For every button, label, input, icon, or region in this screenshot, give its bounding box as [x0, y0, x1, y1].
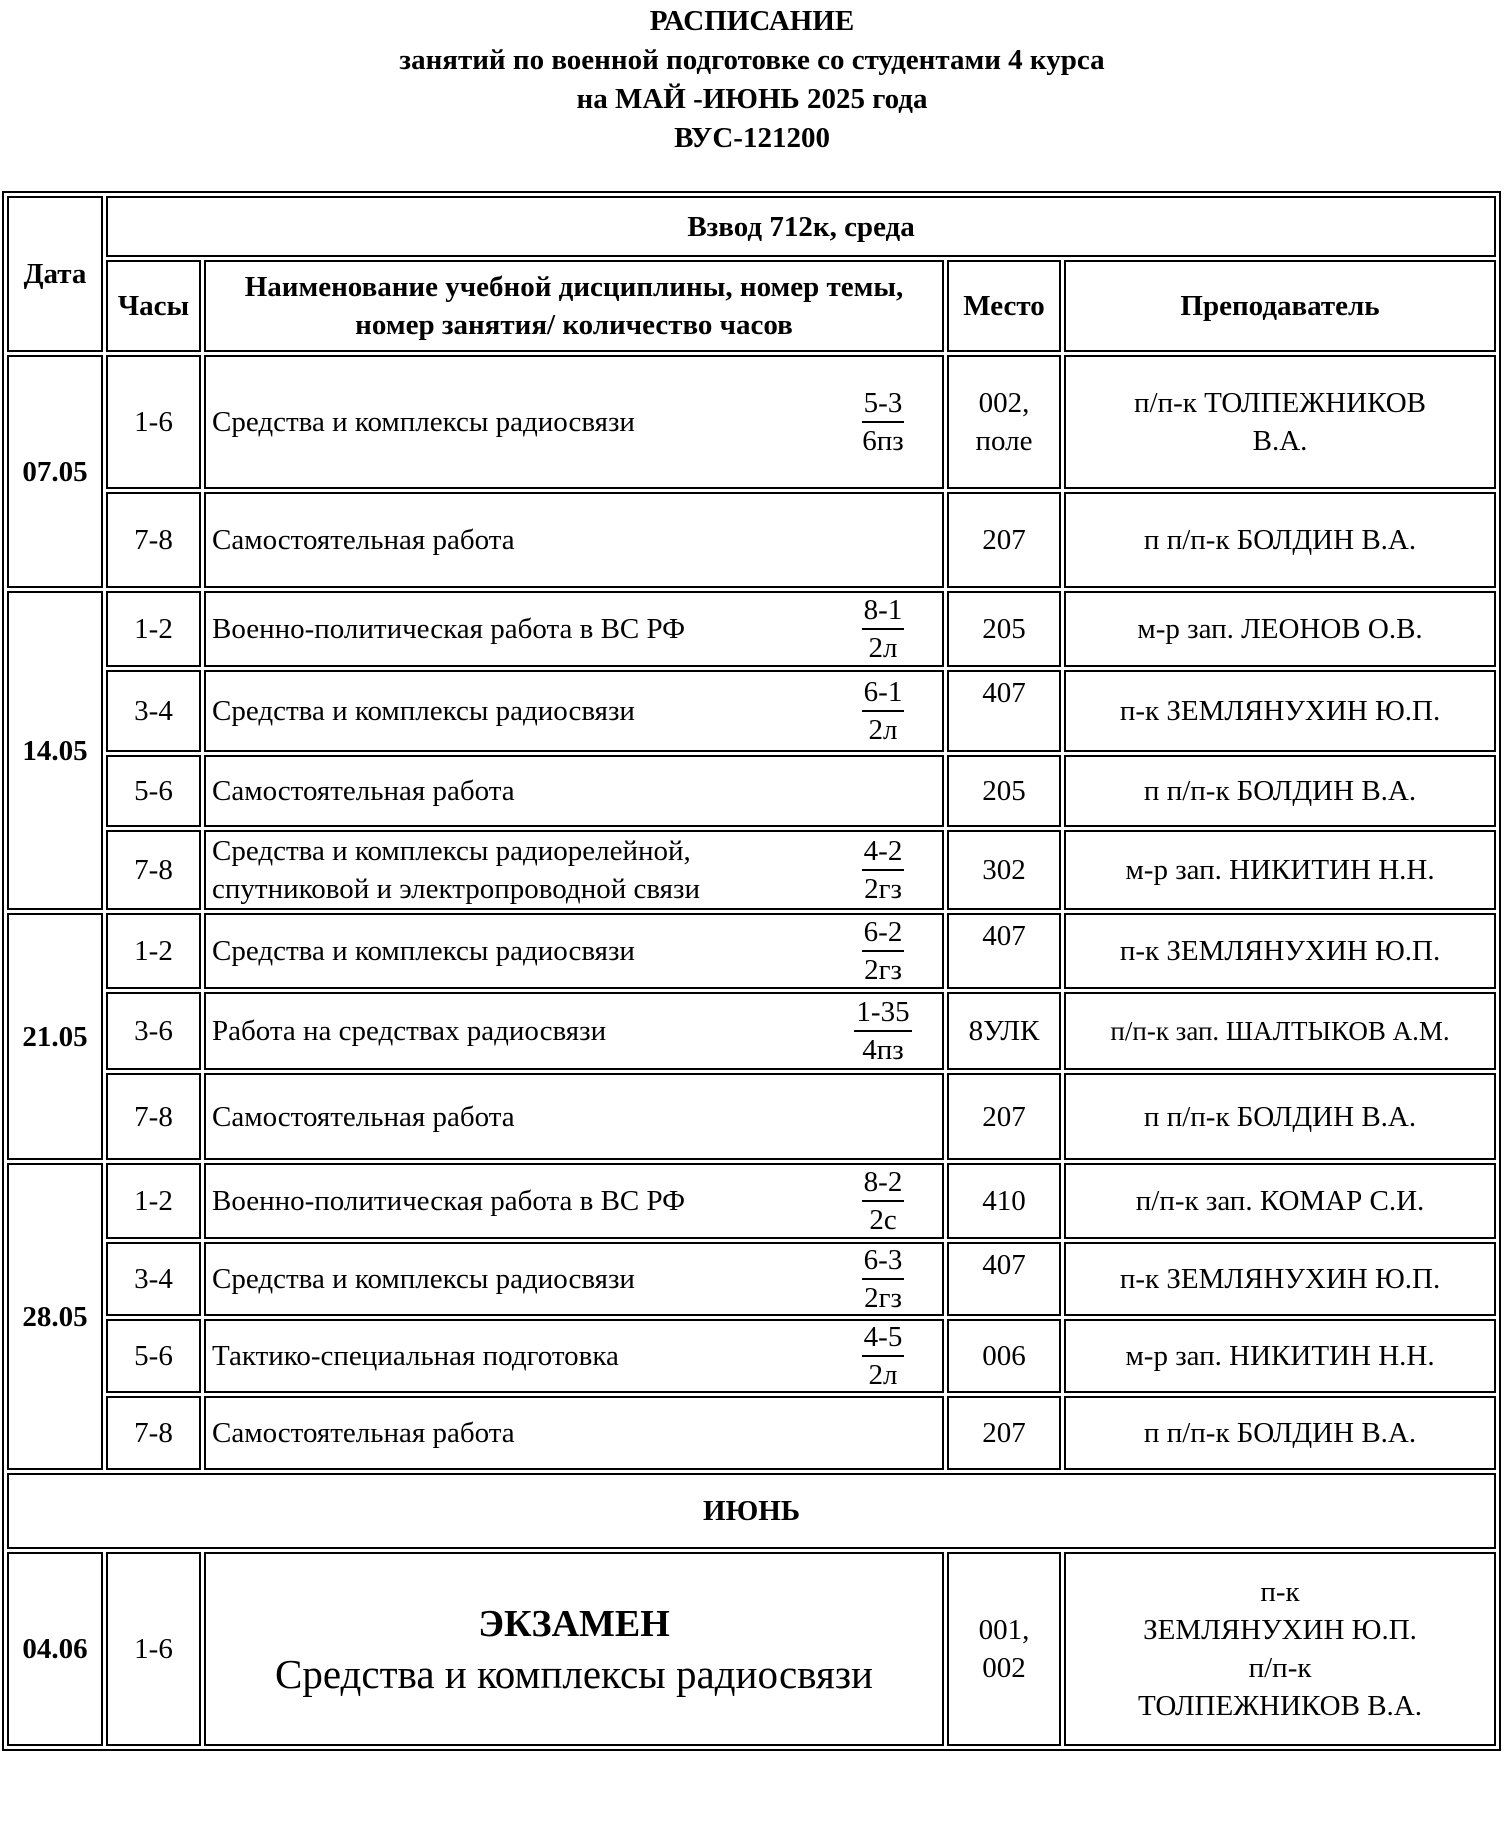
header-teacher: Преподаватель	[1064, 260, 1496, 352]
exam-date: 04.06	[7, 1552, 103, 1746]
schedule-row	[7, 992, 1496, 1070]
exam-title: ЭКЗАМЕН	[478, 1603, 670, 1645]
teacher-cell: п п/п-к БОЛДИН В.А.	[1064, 755, 1496, 827]
hours-count: 2л	[868, 1359, 898, 1391]
topic-number: 5-3	[862, 385, 905, 423]
subject-name: Средства и комплексы радиосвязи	[212, 695, 635, 727]
subject-name: Военно-политическая работа в ВС РФ	[212, 1185, 686, 1217]
teacher-cell: п-к ЗЕМЛЯНУХИН Ю.П.	[1064, 670, 1496, 752]
topic-number: 4-2	[862, 833, 905, 871]
schedule-row	[7, 1242, 1496, 1316]
month-row	[7, 1473, 1496, 1549]
place-cell: 002, поле	[947, 355, 1061, 489]
topic-number: 6-1	[862, 674, 905, 712]
exam-teacher-line-4: ТОЛПЕЖНИКОВ В.А.	[1138, 1690, 1422, 1722]
teacher-cell: п п/п-к БОЛДИН В.А.	[1064, 492, 1496, 588]
hours-cell: 1-2	[106, 591, 201, 667]
subject-name: Средства и комплексы радиосвязи	[212, 1263, 635, 1295]
header-date: Дата	[7, 196, 103, 352]
schedule-body	[7, 196, 1496, 1746]
title-line-2: занятий по военной подготовке со студентами 4 курса	[399, 44, 1105, 76]
schedule-row	[7, 591, 1496, 667]
topic-number: 6-3	[862, 1242, 905, 1280]
teacher-cell: п/п-к ТОЛПЕЖНИКОВ В.А.	[1064, 355, 1496, 489]
subject-cell	[204, 1163, 944, 1239]
subject-cell	[204, 1396, 944, 1470]
place-cell: 207	[947, 1073, 1061, 1160]
exam-hours: 1-6	[106, 1552, 201, 1746]
place-cell: 205	[947, 755, 1061, 827]
topic-fraction	[823, 832, 942, 908]
hours-cell: 7-8	[106, 1073, 201, 1160]
topic-number: 8-2	[862, 1164, 905, 1202]
schedule-row	[7, 913, 1496, 989]
hours-count: 4пз	[862, 1034, 904, 1066]
subject-cell	[204, 1073, 944, 1160]
place-cell: 207	[947, 1396, 1061, 1470]
title-line-4: ВУС-121200	[674, 122, 830, 154]
exam-teacher-line-1: п-к	[1260, 1576, 1300, 1608]
place-cell: 207	[947, 492, 1061, 588]
teacher-cell: п п/п-к БОЛДИН В.А.	[1064, 1396, 1496, 1470]
subject-name: Военно-политическая работа в ВС РФ	[212, 613, 686, 645]
teacher-cell: п п/п-к БОЛДИН В.А.	[1064, 1073, 1496, 1160]
teacher-cell: п/п-к зап. КОМАР С.И.	[1064, 1163, 1496, 1239]
schedule-table	[2, 191, 1501, 1751]
hours-count: 2с	[869, 1204, 897, 1236]
topic-fraction	[823, 1244, 942, 1314]
hours-cell: 3-4	[106, 1242, 201, 1316]
hours-count: 6пз	[862, 425, 904, 457]
teacher-cell: п-к ЗЕМЛЯНУХИН Ю.П.	[1064, 1242, 1496, 1316]
subject-name: Работа на средствах радиосвязи	[212, 1015, 607, 1047]
topic-number: 1-35	[854, 994, 911, 1032]
place-cell: 302	[947, 830, 1061, 910]
hours-cell: 3-4	[106, 670, 201, 752]
place-cell: 407	[947, 670, 1061, 752]
header-place: Место	[947, 260, 1061, 352]
topic-number: 6-2	[862, 914, 905, 952]
hours-count: 2л	[868, 632, 898, 664]
subject-name: Самостоятельная работа	[212, 1417, 515, 1449]
subject-cell	[204, 992, 944, 1070]
subject-name: Средства и комплексы радиосвязи	[212, 406, 635, 438]
schedule-row	[7, 755, 1496, 827]
subject-cell	[204, 591, 944, 667]
schedule-row	[7, 1396, 1496, 1470]
topic-fraction	[823, 915, 942, 987]
subject-name: Средства и комплексы радиорелейной, спутниковой и электропроводной связи	[212, 835, 700, 905]
hours-cell: 5-6	[106, 1319, 201, 1393]
date-cell: 07.05	[7, 355, 103, 588]
date-cell: 21.05	[7, 913, 103, 1160]
subject-name: Самостоятельная работа	[212, 775, 515, 807]
subject-name: Тактико-специальная подготовка	[212, 1340, 619, 1372]
exam-teachers	[1064, 1552, 1496, 1746]
hours-count: 2л	[868, 714, 898, 746]
place-cell: 407	[947, 913, 1061, 989]
date-cell: 28.05	[7, 1163, 103, 1470]
topic-fraction	[823, 672, 942, 750]
subject-cell	[204, 670, 944, 752]
header-subject: Наименование учебной дисциплины, номер темы, номер занятия/ количество часов	[204, 260, 944, 352]
topic-fraction	[823, 1321, 942, 1391]
subject-name: Самостоятельная работа	[212, 1100, 515, 1133]
topic-number: 4-5	[862, 1319, 905, 1357]
hours-cell: 5-6	[106, 755, 201, 827]
subject-cell	[204, 355, 944, 489]
teacher-cell: м-р зап. ЛЕОНОВ О.В.	[1064, 591, 1496, 667]
title-line-1: РАСПИСАНИЕ	[649, 5, 855, 37]
schedule-row	[7, 492, 1496, 588]
hours-count: 2гз	[864, 873, 902, 905]
exam-cell	[204, 1552, 944, 1746]
topic-fraction	[823, 593, 942, 665]
document-title	[0, 2, 1504, 158]
hours-cell: 1-6	[106, 355, 201, 489]
exam-subject: Средства и комплексы радиосвязи	[275, 1651, 873, 1697]
hours-cell: 1-2	[106, 913, 201, 989]
teacher-cell: м-р зап. НИКИТИН Н.Н.	[1064, 830, 1496, 910]
schedule-row	[7, 355, 1496, 489]
exam-teacher-line-3: п/п-к	[1248, 1652, 1312, 1684]
place-cell: 407	[947, 1242, 1061, 1316]
subject-cell	[204, 830, 944, 910]
header-platoon: Взвод 712к, среда	[106, 196, 1496, 257]
hours-cell: 3-6	[106, 992, 201, 1070]
exam-teacher-line-2: ЗЕМЛЯНУХИН Ю.П.	[1143, 1614, 1417, 1646]
exam-place	[947, 1552, 1061, 1746]
header-row-2	[7, 260, 1496, 352]
subject-cell	[204, 1319, 944, 1393]
hours-cell: 1-2	[106, 1163, 201, 1239]
hours-cell: 7-8	[106, 492, 201, 588]
topic-fraction	[823, 1165, 942, 1237]
schedule-row	[7, 1163, 1496, 1239]
place-cell: 006	[947, 1319, 1061, 1393]
hours-cell: 7-8	[106, 1396, 201, 1470]
teacher-cell: п/п-к зап. ШАЛТЫКОВ А.М.	[1064, 992, 1496, 1070]
month-label: ИЮНЬ	[7, 1473, 1496, 1549]
title-line-3: на МАЙ -ИЮНЬ 2025 года	[576, 83, 928, 115]
header-hours: Часы	[106, 260, 201, 352]
header-row-1	[7, 196, 1496, 257]
topic-fraction	[823, 357, 942, 487]
subject-cell	[204, 913, 944, 989]
hours-cell: 7-8	[106, 830, 201, 910]
place-cell: 410	[947, 1163, 1061, 1239]
subject-cell	[204, 755, 944, 827]
schedule-row	[7, 830, 1496, 910]
place-cell: 205	[947, 591, 1061, 667]
subject-cell	[204, 1242, 944, 1316]
exam-place-line-2: 002	[982, 1652, 1026, 1684]
topic-number: 8-1	[862, 592, 905, 630]
exam-place-line-1: 001,	[978, 1614, 1030, 1646]
schedule-row	[7, 1073, 1496, 1160]
subject-name: Самостоятельная работа	[212, 524, 515, 556]
place-cell: 8УЛК	[947, 992, 1061, 1070]
topic-fraction	[823, 994, 942, 1068]
hours-count: 2гз	[864, 1282, 902, 1314]
teacher-cell: м-р зап. НИКИТИН Н.Н.	[1064, 1319, 1496, 1393]
schedule-row	[7, 670, 1496, 752]
exam-row	[7, 1552, 1496, 1746]
subject-name: Средства и комплексы радиосвязи	[212, 935, 635, 967]
date-cell: 14.05	[7, 591, 103, 910]
hours-count: 2гз	[864, 954, 902, 986]
subject-cell	[204, 492, 944, 588]
teacher-cell: п-к ЗЕМЛЯНУХИН Ю.П.	[1064, 913, 1496, 989]
schedule-row	[7, 1319, 1496, 1393]
